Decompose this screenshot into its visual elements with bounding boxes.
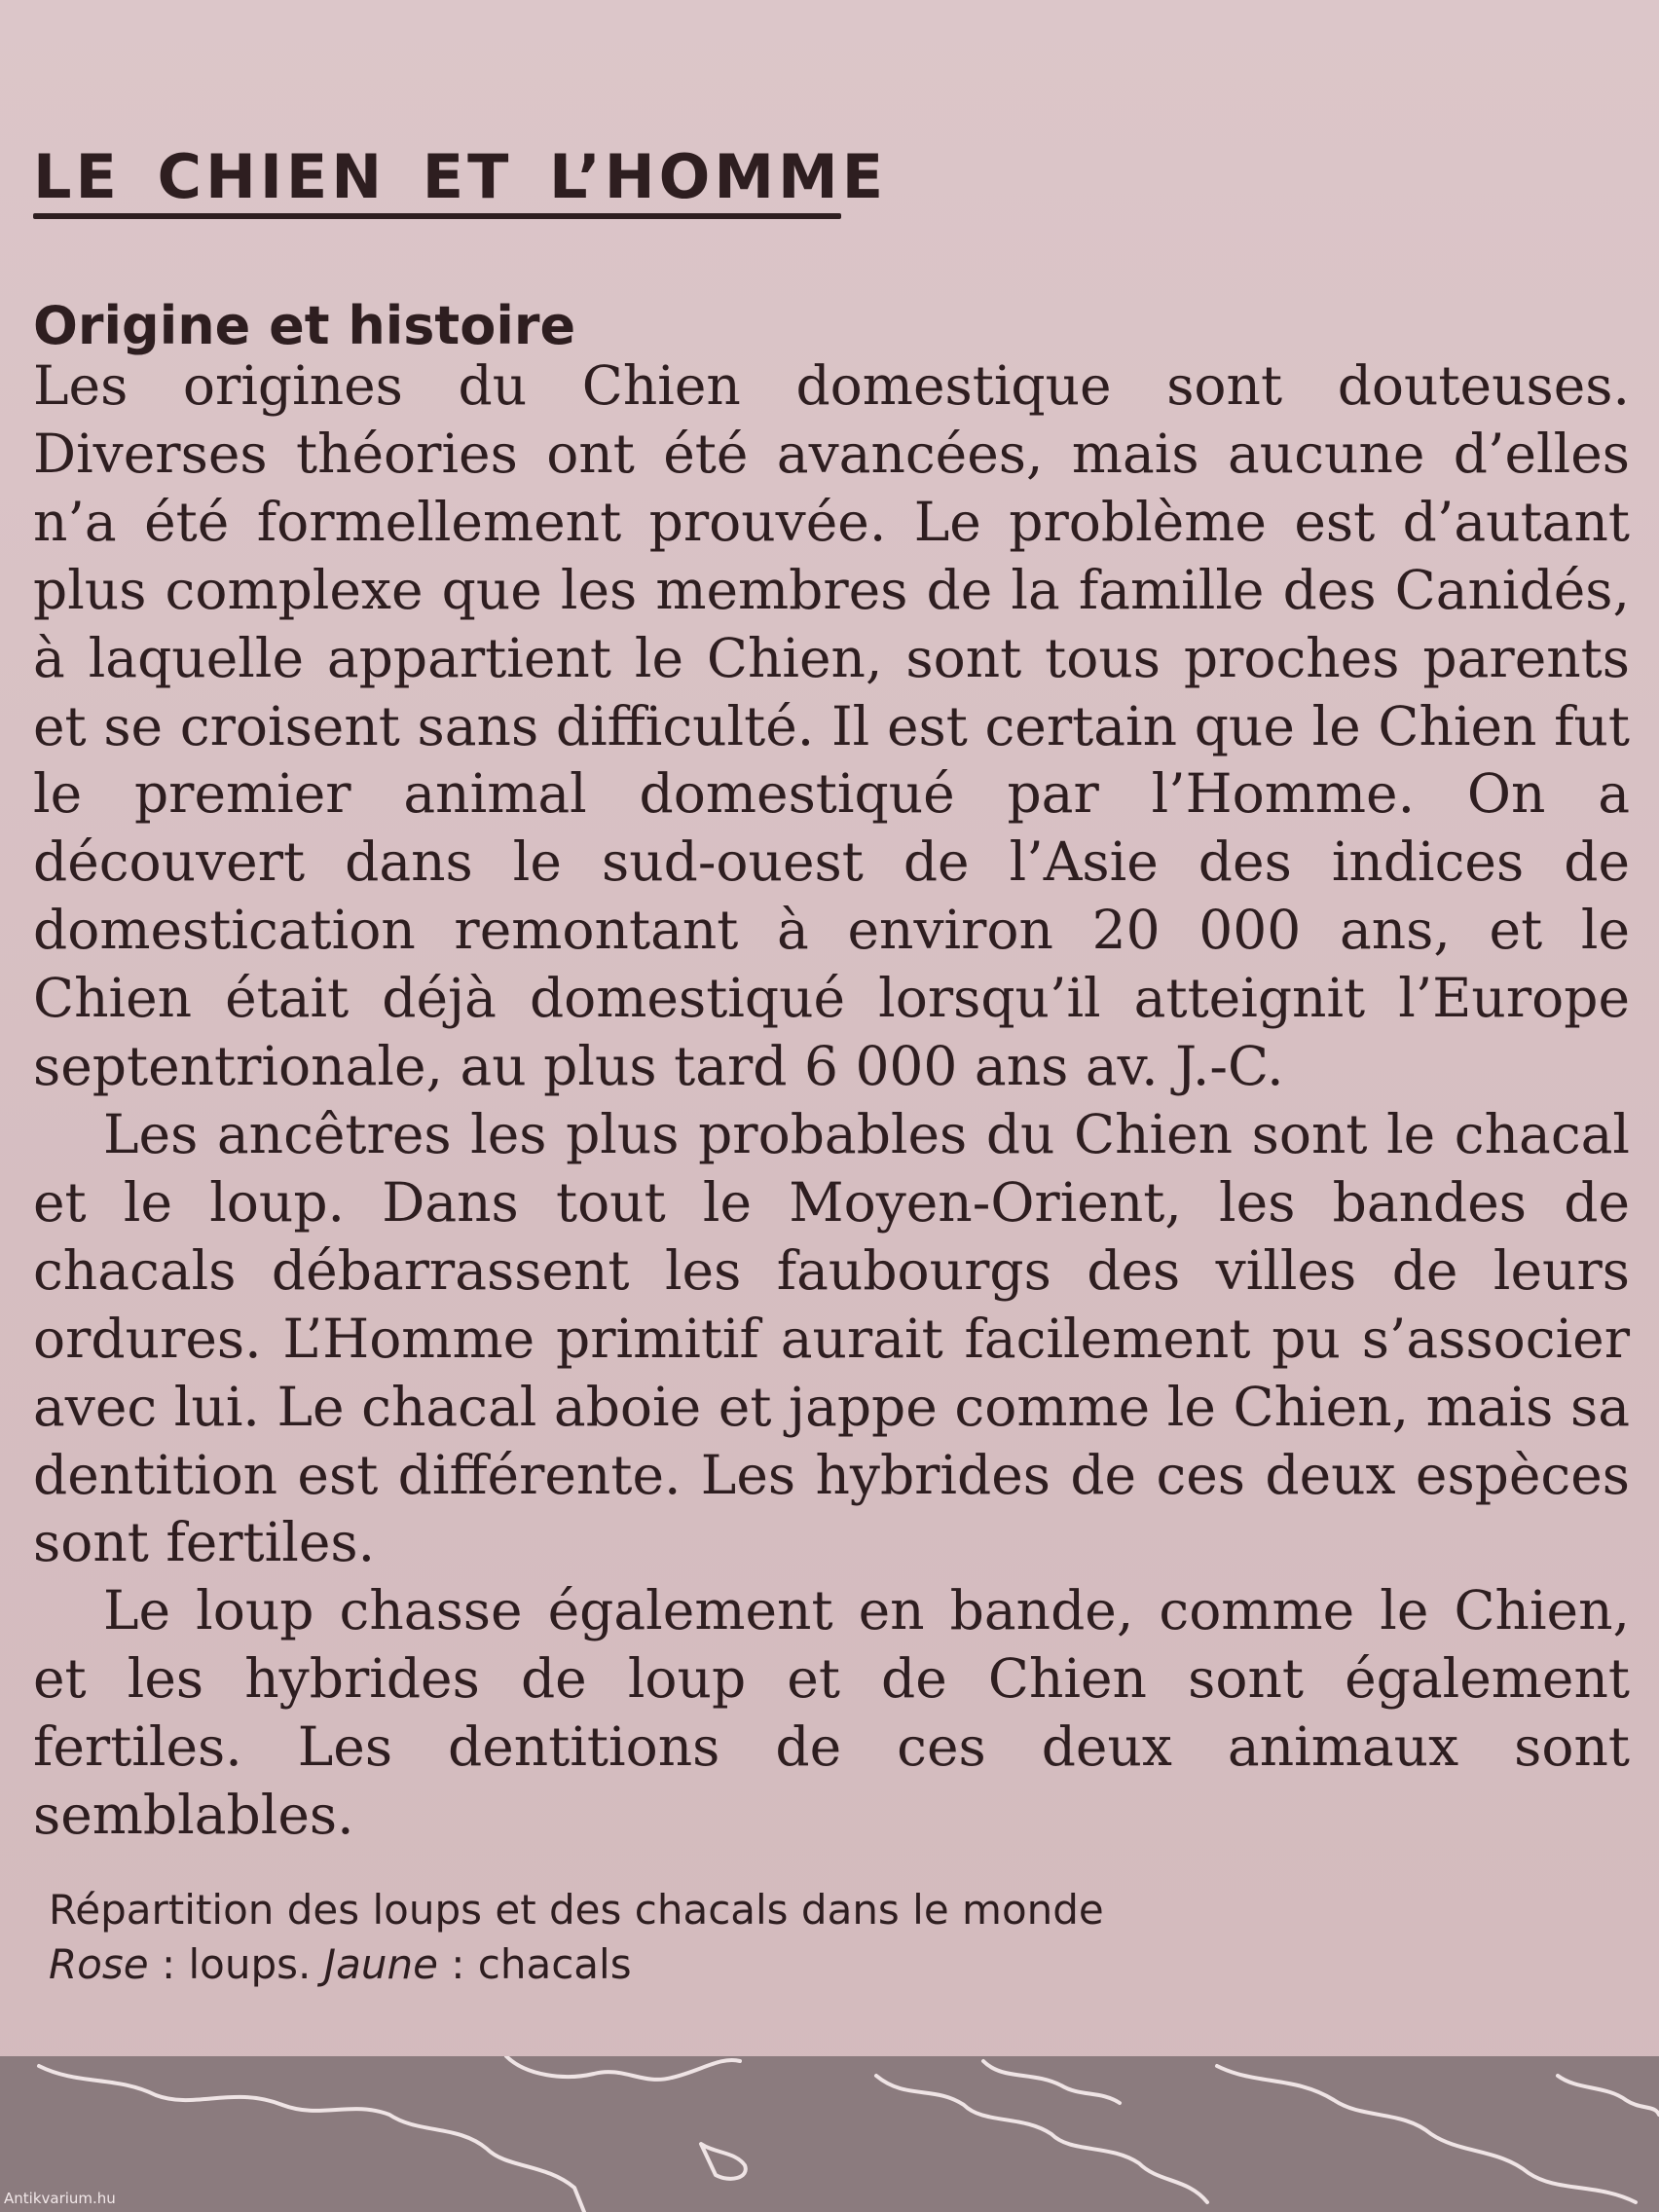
chapter-heading: LE CHIEN ET L’HOMME bbox=[33, 141, 888, 212]
heading-underline bbox=[33, 213, 841, 219]
world-distribution-map bbox=[0, 2056, 1659, 2212]
legend-jaune-value: : chacals bbox=[437, 1940, 632, 1988]
legend-rose-label: Rose bbox=[49, 1940, 149, 1988]
body-text bbox=[33, 352, 1630, 1850]
legend-jaune-label: Jaune bbox=[323, 1940, 438, 1988]
map-caption-title: Répartition des loups et des chacals dans le monde bbox=[49, 1886, 1104, 1934]
section-subheading: Origine et histoire bbox=[33, 295, 576, 356]
legend-rose-value: : loups. bbox=[148, 1940, 324, 1988]
coastline-islands bbox=[1558, 2076, 1659, 2115]
paragraph-origins: Les origines du Chien domestique sont douteuses. Diverses théories ont été avancées, mais aucune d’elles n’a été formellement prouvée. Le problème est d’autant plus complexe que les membres de la famille des Canidés, à laquelle appartient le Chien, sont tous proches parents et se croisent sans difficulté. Il est certain que le Chien fut le premier animal domestiqué par l’Homme. On a découvert dans le sud-ouest de l’Asie des indices de domestication remontant à environ 20 000 ans, et le Chien était déjà domestiqué lorsqu’il atteignit l’Europe septentrionale, au plus tard 6 000 ans av. J.-C. bbox=[33, 354, 1630, 1098]
coastline-europe bbox=[876, 2076, 1207, 2202]
coastline-scandinavia bbox=[983, 2061, 1120, 2103]
paragraph-wolf: Le loup chasse également en bande, comme le Chien, et les hybrides de loup et de Chien sont également fertiles. Les dentitions de ces deux animaux sont semblables. bbox=[33, 1579, 1630, 1847]
coastline-asia bbox=[1217, 2066, 1636, 2202]
paragraph-ancestors: Les ancêtres les plus probables du Chien sont le chacal et le loup. Dans tout le Moyen-Orient, les bandes de chacals débarrassent les faubourgs des villes de leurs ordures. L’Homme primitif aurait facilement pu s’associer avec lui. Le chacal aboie et jappe comme le Chien, mais sa dentition est différente. Les hybrides de ces deux espèces sont fertiles. bbox=[33, 1102, 1630, 1574]
map-outline-graphic bbox=[0, 2056, 1659, 2212]
coastline-small-island bbox=[701, 2144, 746, 2179]
coastline-greenland bbox=[506, 2056, 740, 2080]
map-caption bbox=[49, 1883, 1104, 1992]
watermark: Antikvarium.hu bbox=[4, 2190, 116, 2207]
coastline-americas bbox=[39, 2066, 584, 2212]
map-caption-legend bbox=[49, 1937, 1104, 1992]
